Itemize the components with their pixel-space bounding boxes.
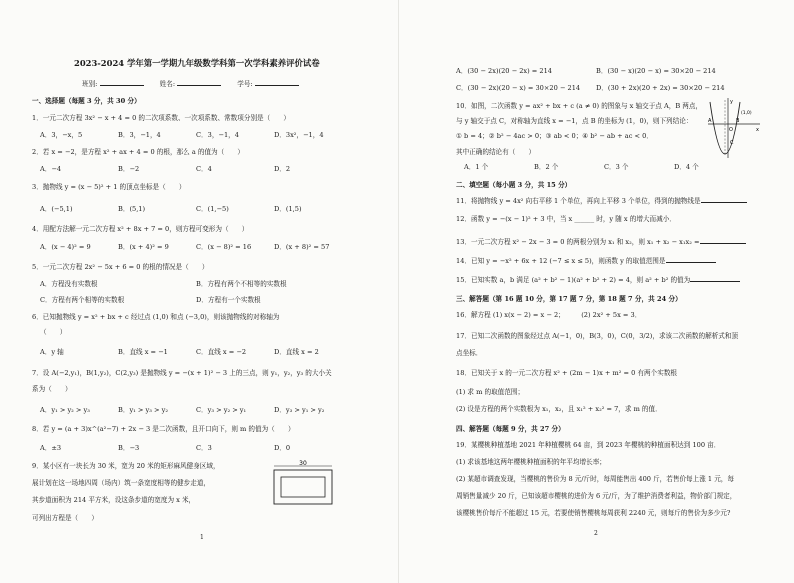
q8-stem: 8．若 y = (a + 3)x^(a²−7) + 2x − 3 是二次函数，且开口向下，则 m 的值为（ ） [32, 425, 295, 433]
q17-line1: 17．已知二次函数的图象经过点 A(−1，0)，B(3，0)，C(0，3/2)，求该二次函数的解析式和顶 [456, 332, 739, 340]
q6-option-d: D．直线 x = 2 [274, 348, 319, 356]
section-2-heading: 二、填空题（每小题 3 分，共 15 分） [456, 181, 572, 189]
q12: 12．函数 y = −(x − 1)² + 3 中，当 x ______ 时，y 随 x 的增大而减小． [456, 215, 676, 223]
q10-point-label: (1,0) [741, 111, 752, 116]
q7-option-c: C．y₃ > y₂ > y₁ [196, 406, 247, 414]
q18-part1: (1) 求 m 的取值范围； [456, 388, 525, 396]
q1-option-a: A．3，−x，5 [40, 131, 83, 139]
q8-option-d: D．0 [274, 444, 291, 452]
q18-stem: 18．已知关于 x 的一元二次方程 x² + (2m − 1)x + m² = 0 有两个实数根 [456, 369, 678, 377]
q9-rectangle-figure [268, 460, 338, 508]
q2-stem: 2．若 x = −2，是方程 x² + ax + 4 = 0 的根，那么 a 的值为（ ） [32, 148, 245, 156]
q10-point-a-label: A [708, 118, 712, 124]
q10-parabola-figure [706, 96, 762, 160]
q6-option-b: B．直线 x = −1 [118, 348, 168, 356]
q8-option-c: C．3 [196, 444, 212, 452]
q17-line2: 点坐标． [456, 349, 483, 357]
q19-line1: 19．某樱桃种植基地 2021 年种植樱桃 64 亩，到 2023 年樱桃的种植面积达到 100 亩． [456, 441, 721, 449]
q5-option-d: D．方程有一个实数根 [196, 296, 261, 304]
q6-stem-line2: （ ） [40, 328, 67, 336]
q13-blank [700, 243, 746, 244]
q2-option-c: C．4 [196, 165, 212, 173]
q4-option-c: C．(x − 8)² = 16 [196, 243, 252, 251]
q10-y-label: y [730, 99, 733, 105]
q1-stem: 1．一元二次方程 3x² − x + 4 = 0 的二次项系数、一次项系数、常数项分别是（ ） [32, 114, 291, 122]
q19-line5: 该樱桃售价每斤不能超过 15 元，若要使销售樱桃每周获利 2240 元，则每斤的售价为多少元? [456, 509, 731, 517]
q9-outer-rect [274, 470, 332, 504]
q7-option-b: B．y₁ > y₃ > y₂ [118, 406, 168, 414]
student-info [82, 80, 299, 88]
q19-line2: (1) 求该基地这两年樱桃种植面积的年平均增长率； [456, 458, 606, 466]
q8-option-a: A．±3 [40, 444, 62, 452]
q8-option-b: B．−3 [118, 444, 140, 452]
q10-option-b: B．2 个 [534, 163, 559, 171]
q6-option-a: A．y 轴 [40, 348, 64, 356]
q3-option-d: D．(1,5) [274, 205, 302, 213]
q7-stem-line2: 系为（ ） [32, 385, 72, 393]
q7-option-d: D．y₃ > y₁ > y₂ [274, 406, 325, 414]
q11 [456, 197, 747, 205]
q14 [456, 257, 716, 265]
section-1-heading: 一、选择题（每题 3 分，共 30 分） [32, 97, 141, 105]
q15-text: 15．已知实数 a，b 满足 (a² + b² − 1)(a² + b² + 2) = 4，则 a² + b² 的值为 [456, 276, 691, 284]
q5-option-b: B．方程有两个不相等的实数根 [196, 280, 287, 288]
q9-option-c: C．(30 − 2x)(20 − x) = 30×20 − 214 [456, 84, 581, 92]
q13 [456, 238, 746, 246]
q9-option-b: B．(30 − x)(20 − x) = 30×20 − 214 [596, 67, 716, 75]
q7-option-a: A．y₁ > y₂ > y₃ [40, 406, 90, 414]
q9-line3: 其步道面积为 214 平方米，设这条步道的宽度为 x 米， [32, 496, 196, 504]
q10-line2: 与 y 轴交于点 C，对称轴为直线 x = −1，点 B 的坐标为 (1，0)，则下列结论： [456, 117, 693, 125]
q1-option-c: C．3，−1，4 [196, 131, 239, 139]
q10-option-a: A．1 个 [464, 163, 489, 171]
q9-line1: 9．某小区有一块长为 30 米，宽为 20 米的矩形麻风健身区域， [32, 462, 220, 470]
q10-line3: ① b = 4；② b² − 4ac > 0；③ ab < 0；④ b² − ab + ac < 0． [456, 132, 653, 140]
q10-line1: 10．如图，二次函数 y = ax² + bx + c (a ≠ 0) 的图象与 x 轴交于点 A，B 两点， [456, 102, 703, 110]
name-label: 姓名: [159, 80, 176, 88]
q13-text: 13．一元二次方程 x² − 2x − 3 = 0 的两根分别为 x₁ 和 x₂，则 x₁ + x₂ − x₁x₂ = [456, 238, 700, 246]
q19-line3: (2) 某超市调查发现，当樱桃的售价为 8 元/斤时，每周能售出 400 斤，若售价每上涨 1 元，每 [456, 475, 734, 483]
q4-stem: 4．用配方法解一元二次方程 x² + 8x + 7 = 0，则方程可变形为（ ） [32, 225, 249, 233]
q3-option-c: C．(1,−5) [196, 205, 229, 213]
q3-option-a: A．(−5,1) [40, 205, 73, 213]
q6-option-c: C．直线 x = −2 [196, 348, 247, 356]
q9-inner-rect [281, 477, 325, 497]
q5-stem: 5．一元二次方程 2x² − 5x + 6 = 0 的根的情况是（ ） [32, 263, 209, 271]
q10-point-b-label: B [736, 118, 740, 124]
q11-blank [701, 202, 747, 203]
q9-line4: 可列出方程是（ ） [32, 514, 98, 522]
q9-option-a: A．(30 − 2x)(20 − 2x) = 214 [456, 67, 552, 75]
q5-option-a: A．方程没有实数根 [40, 280, 98, 288]
name-blank [177, 85, 221, 86]
q1-option-b: B．3，−1，4 [118, 131, 161, 139]
page-number-2: 2 [594, 530, 598, 537]
q4-option-a: A．(x − 4)² = 9 [40, 243, 91, 251]
page-number-1: 1 [200, 534, 204, 541]
class-blank [100, 85, 144, 86]
q18-part2: (2) 设是方程的两个实数根为 x₁，x₂，且 x₁² + x₂² = 7，求 m 的值． [456, 405, 662, 413]
q2-option-a: A．−4 [40, 165, 62, 173]
q16: 16．解方程 (1) x(x − 2) = x − 2； (2) 2x² + 5x = 3． [456, 311, 642, 319]
exam-title: 2023-2024 学年第一学期九年级数学科第一次学科素养评价试卷 [74, 58, 320, 68]
q5-option-c: C．方程有两个相等的实数根 [40, 296, 125, 304]
q19-line4: 周销售量减少 20 斤，已知该超市樱桃的进价为 6 元/斤，为了维护消费者利益，物价部门规定， [456, 492, 737, 500]
q10-option-d: D．4 个 [674, 163, 699, 171]
page-2 [400, 0, 794, 583]
class-label: 班别: [82, 80, 98, 88]
section-4-heading: 四、解答题（每题 9 分，共 27 分） [456, 425, 565, 433]
q4-option-b: B．(x + 4)² = 9 [118, 243, 169, 251]
section-3-heading: 三、解答题（第 16 题 10 分，第 17 题 7 分，第 18 题 7 分，共 24 分） [456, 295, 682, 303]
q15-blank [690, 281, 740, 282]
q11-text: 11．将抛物线 y = 4x² 向右平移 1 个单位，再向上平移 3 个单位，得到的抛物线是 [456, 197, 701, 205]
q10-option-c: C．3 个 [604, 163, 629, 171]
q2-option-b: B．−2 [118, 165, 140, 173]
q3-stem: 3．抛物线 y = (x − 5)² + 1 的顶点坐标是（ ） [32, 183, 186, 191]
q9-option-d: D．(30 + 2x)(20 + 2x) = 30×20 − 214 [596, 84, 725, 92]
q10-origin-label: O [729, 127, 733, 133]
q2-option-d: D．2 [274, 165, 291, 173]
q9-width-label: 30 [299, 460, 307, 467]
q10-line4: 其中正确的结论有（ ） [456, 148, 536, 156]
q7-stem-line1: 7．设 A(−2,y₁)，B(1,y₂)，C(2,y₃) 是抛物线 y = −(x + 1)² − 3 上的三点，则 y₁，y₂，y₃ 的大小关 [32, 369, 332, 377]
q9-line2: 展计划在这一场地四周（场内）筑一条宽度相等的健步走道， [32, 479, 211, 487]
q6-stem-line1: 6．已知抛物线 y = x² + bx + c 经过点 (1,0) 和点 (−3,0)，则该抛物线的对称轴为 [32, 313, 280, 321]
number-blank [255, 85, 299, 86]
q1-option-d: D．3x²，−1，4 [274, 131, 324, 139]
q3-option-b: B．(5,1) [118, 205, 146, 213]
q10-x-label: x [756, 127, 759, 133]
q4-option-d: D．(x + 8)² = 57 [274, 243, 330, 251]
q14-blank [666, 262, 716, 263]
q14-text: 14．已知 y = −x² + 6x + 12 (−7 ≤ x ≤ 5)，则函数 y 的取值范围是 [456, 257, 666, 265]
q10-point-c-label: C [730, 140, 734, 146]
number-label: 学号: [237, 80, 253, 88]
q15 [456, 276, 740, 284]
